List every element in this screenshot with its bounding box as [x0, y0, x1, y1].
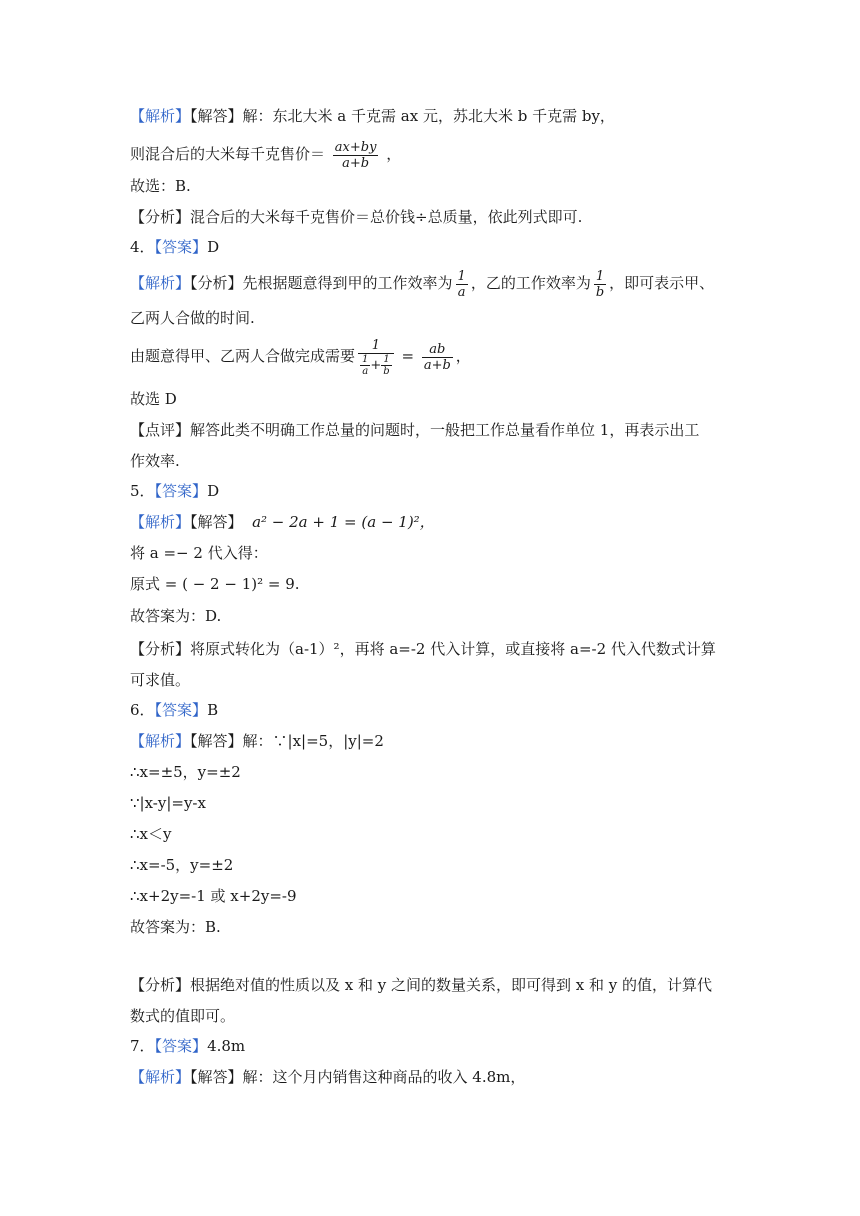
solution-tag: 【解答】 — [190, 107, 243, 125]
q4-line3: 由题意得甲、乙两人合做完成需要 1 $\frac{1}{a}$ + $\frac{1}{b}$ = $\frac{ab}{a+b}$ ， — [130, 337, 471, 377]
analysis-tag: 【解析】 — [130, 513, 191, 531]
analysis-tag: 【解析】 — [130, 732, 191, 750]
q4-fraction-1-over-b — [594, 269, 606, 300]
q4-number: 4． — [130, 238, 155, 256]
fraction-numerator: 1 — [358, 338, 394, 354]
q4-text-c: ，即可表示甲、 — [609, 274, 715, 292]
q6-solution-line — [130, 731, 384, 751]
q6-answer: B — [207, 701, 219, 719]
q4-result-fraction — [422, 342, 453, 373]
q4-analysis-line — [130, 266, 714, 300]
answer-tag: 【答案】 — [154, 1037, 208, 1055]
q3-fraction — [333, 140, 379, 171]
analysis-tag: 【解析】 — [130, 274, 191, 292]
fraction-denominator: b — [383, 365, 390, 377]
q5-analysis-line1: 【分析】将原式转化为（a-1）²，再将 a=-2 代入计算，或直接将 a=-2 代入代数式计算 — [130, 640, 716, 658]
q4-fraction-1-over-a — [456, 269, 468, 300]
q5-line3: 原式 = ( − 2 − 1)² = 9. — [130, 575, 300, 593]
q6-step-2: ∴x=±5，y=±2 — [130, 763, 241, 781]
q5-answer-line — [130, 481, 219, 501]
q6-step-6: ∴x+2y=-1 或 x+2y=-9 — [130, 887, 297, 905]
q7-answer: 4.8m — [207, 1037, 246, 1055]
q3-fraction-denominator: a+b — [342, 155, 370, 171]
q4-line2: 乙两人合做的时间. — [130, 309, 255, 327]
q6-choice: 故答案为：B. — [130, 918, 221, 936]
fraction-numerator: 1 — [362, 353, 369, 365]
q6-step-4: ∴x＜y — [130, 825, 172, 843]
analysis-tag: 【解析】 — [130, 107, 191, 125]
q3-analysis: 【分析】混合后的大米每千克售价＝总价钱÷总质量，依此列式即可. — [130, 208, 583, 226]
fraction-1-over-b — [381, 354, 391, 377]
q4-line3-tail: ， — [455, 347, 471, 365]
solution-tag: 【解答】 — [190, 513, 243, 531]
fraction-denominator: $\frac{1}{a}$ + $\frac{1}{b}$ — [362, 353, 390, 377]
q6-number: 6． — [130, 701, 155, 719]
q5-line2: 将 a =− 2 代入得： — [130, 544, 268, 562]
q3-price-text: 则混合后的大米每千克售价＝ — [130, 145, 326, 163]
q6-analysis-line2: 数式的值即可。 — [130, 1007, 236, 1025]
q4-line3-text: 由题意得甲、乙两人合做完成需要 — [130, 347, 356, 365]
q4-comment-line2: 作效率. — [130, 452, 180, 470]
q3-choice: 故选：B. — [130, 177, 191, 195]
q3-price-line — [130, 139, 401, 171]
q7-solution-line — [130, 1067, 525, 1087]
fraction-numerator: 1 — [594, 269, 606, 285]
q6-answer-line — [130, 700, 218, 720]
solution-tag: 【解答】 — [190, 732, 243, 750]
fraction-numerator: 1 — [381, 354, 391, 366]
solution-tag: 【解答】 — [190, 1068, 243, 1086]
q7-number: 7． — [130, 1037, 155, 1055]
fraction-denominator: a — [362, 365, 369, 377]
fraction-denominator: a — [457, 284, 466, 300]
fraction-denominator: b — [595, 284, 605, 300]
q4-compound-fraction — [358, 338, 394, 377]
q4-comment-line1: 【点评】解答此类不明确工作总量的问题时，一般把工作总量看作单位 1，再表示出工 — [130, 421, 700, 439]
q3-fraction-numerator: ax+by — [334, 139, 377, 155]
q4-answer-line — [130, 237, 219, 257]
q3-solution-line — [130, 106, 615, 126]
answer-tag: 【答案】 — [154, 482, 208, 500]
q5-analysis-line2: 可求值。 — [130, 671, 191, 689]
q4-choice: 故选 D — [130, 390, 177, 408]
q3-price-tail: ， — [386, 145, 402, 163]
q7-answer-line — [130, 1036, 245, 1056]
q7-solution-text: 解：这个月内销售这种商品的收入 4.8m， — [242, 1068, 526, 1086]
fraction-1-over-a — [360, 354, 370, 377]
q5-formula: a² − 2a + 1 = (a − 1)²， — [252, 513, 435, 531]
q5-solution-line — [130, 512, 435, 532]
fraction-numerator: ab — [422, 342, 453, 358]
fraction-denominator: a+b — [423, 357, 451, 373]
q5-choice: 故答案为：D. — [130, 607, 222, 625]
q6-analysis-line1: 【分析】根据绝对值的性质以及 x 和 y 之间的数量关系，即可得到 x 和 y 的值，计算代 — [130, 976, 713, 994]
answer-tag: 【答案】 — [154, 238, 208, 256]
q6-solution-text: 解：∵|x|=5，|y|=2 — [242, 732, 384, 750]
answer-tag: 【答案】 — [154, 701, 208, 719]
fraction-numerator: 1 — [457, 268, 466, 284]
q4-text-b: ，乙的工作效率为 — [470, 274, 591, 292]
q4-text-a: 【分析】先根据题意得到甲的工作效率为 — [190, 274, 453, 292]
q3-solution-text: 解：东北大米 a 千克需 ax 元，苏北大米 b 千克需 by， — [242, 107, 615, 125]
analysis-tag: 【解析】 — [130, 1068, 191, 1086]
q5-answer: D — [207, 482, 220, 500]
q4-answer: D — [207, 238, 220, 256]
q6-step-5: ∴x=-5，y=±2 — [130, 856, 234, 874]
q6-step-3: ∵|x-y|=y-x — [130, 794, 206, 812]
q5-number: 5． — [130, 482, 155, 500]
